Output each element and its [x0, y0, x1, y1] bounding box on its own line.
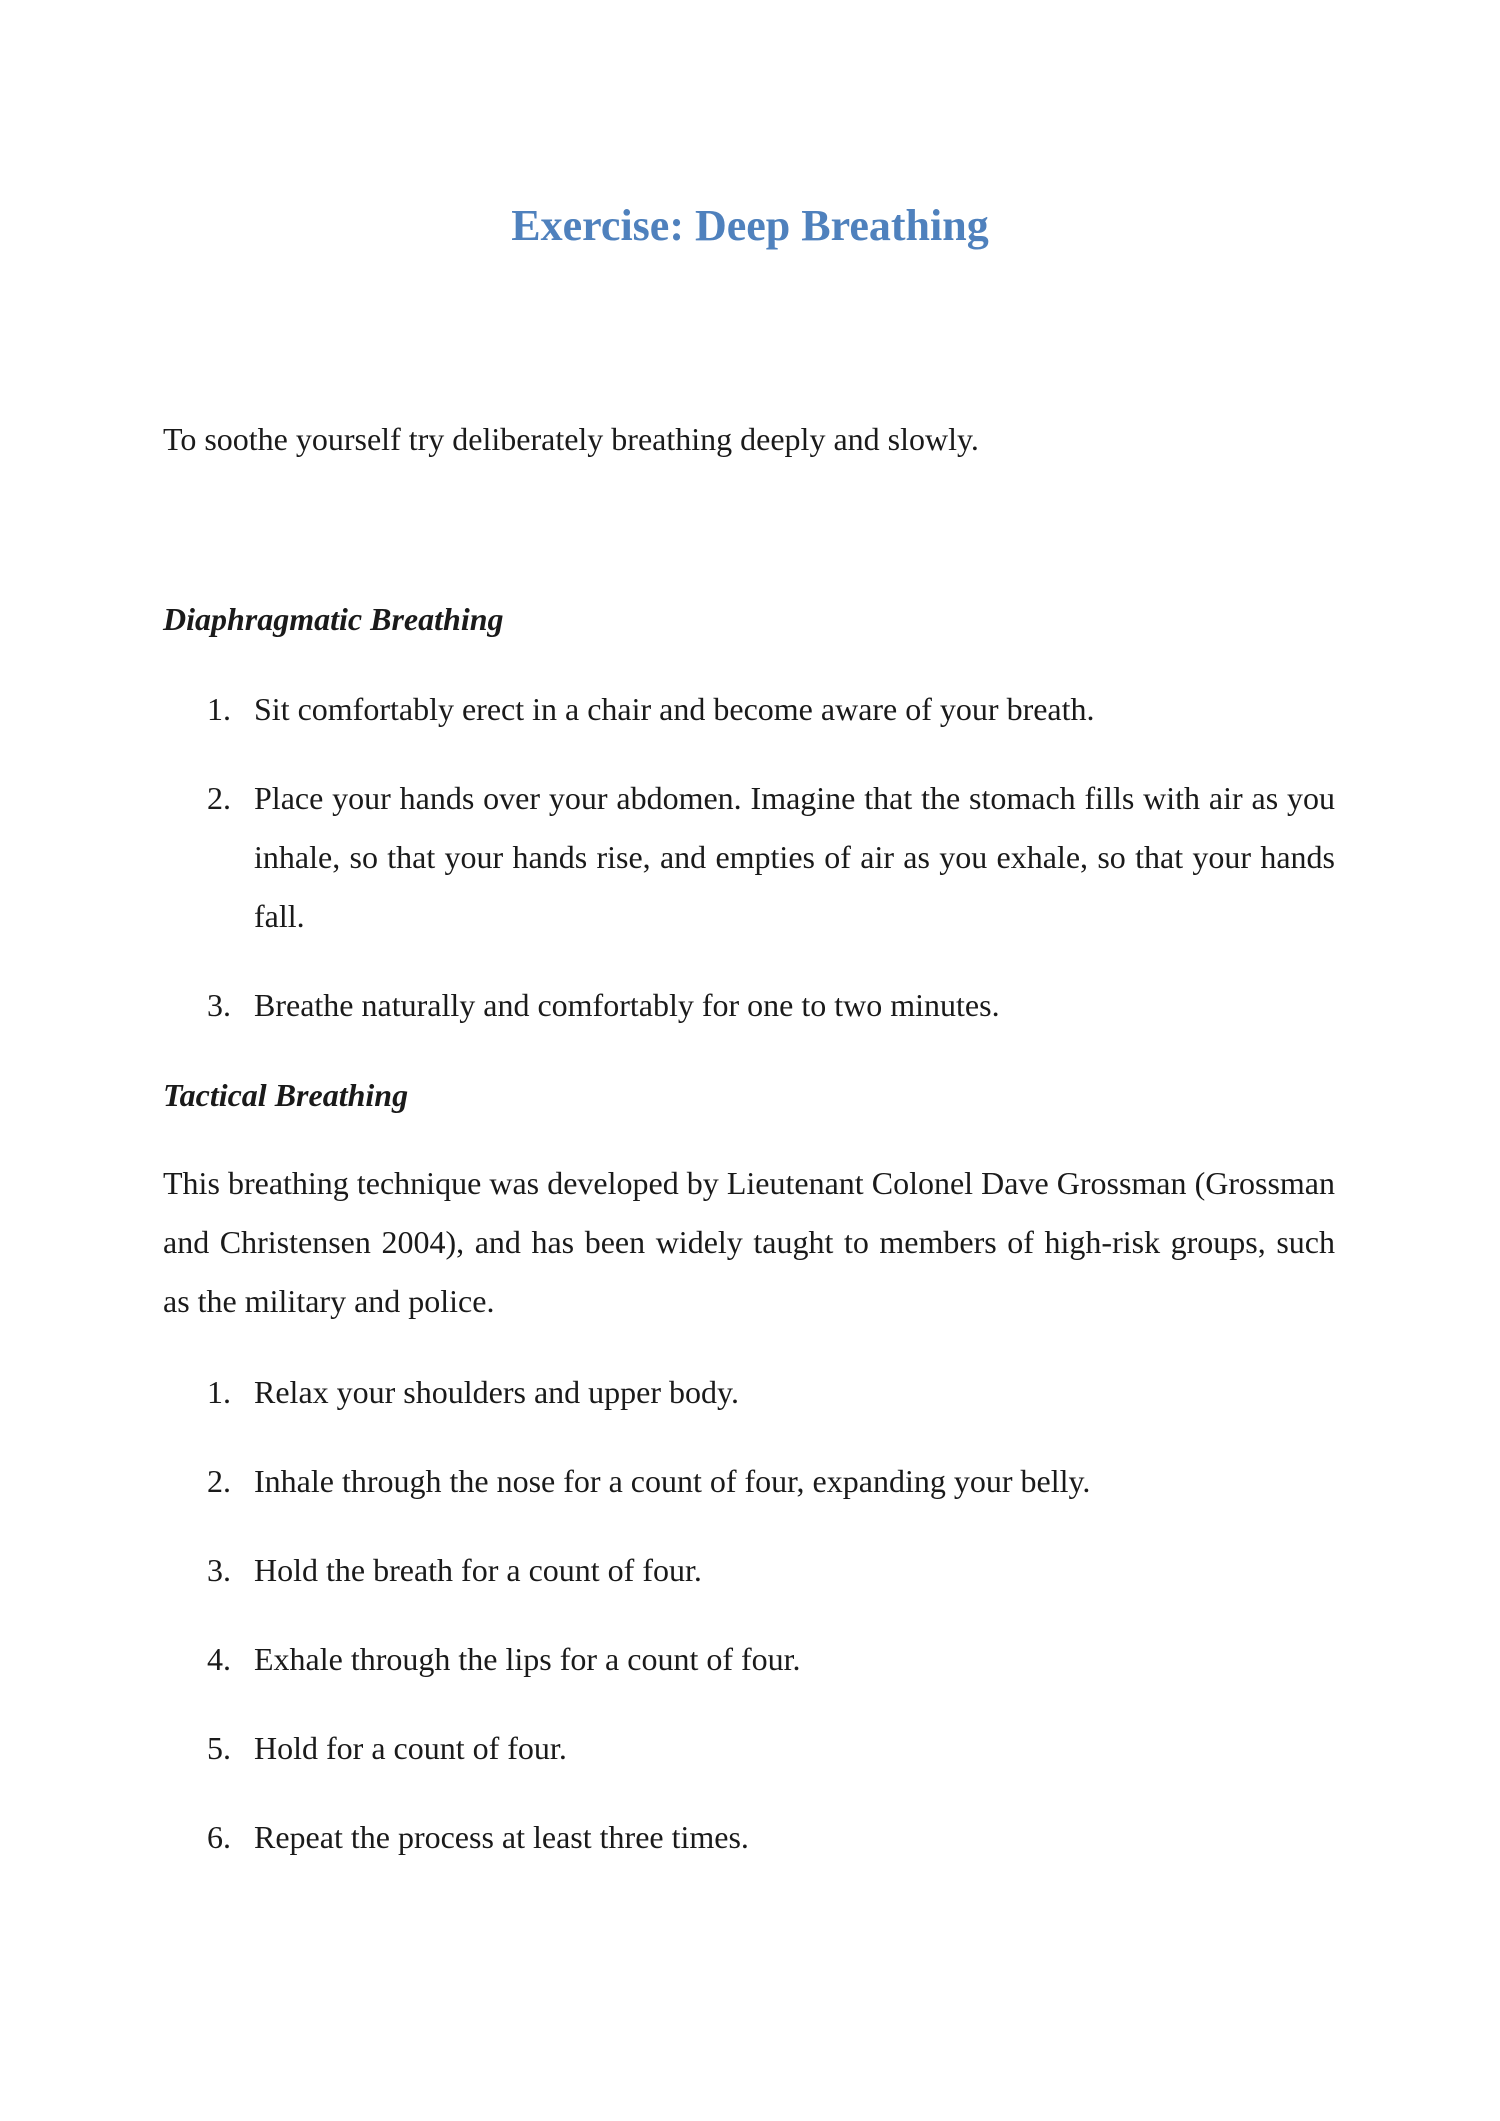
list-item-number: 2. [207, 1463, 231, 1499]
list-item-number: 4. [207, 1641, 231, 1677]
tactical-intro-paragraph: This breathing technique was developed by Lieutenant Colonel Dave Grossman (Grossman and Christensen 2004), and has been widely taught to members of high-risk groups, such as the military and police. [163, 1165, 1335, 1319]
list-item-text: Breathe naturally and comfortably for one to two minutes. [254, 987, 1000, 1023]
section-heading-diaphragmatic: Diaphragmatic Breathing [163, 601, 504, 637]
section-heading-tactical: Tactical Breathing [163, 1077, 409, 1113]
list-item [0, 680, 1335, 739]
list-item-number: 3. [207, 987, 231, 1023]
tactical-steps-list [0, 1363, 1335, 1897]
list-item-text: Repeat the process at least three times. [254, 1819, 749, 1855]
list-item [0, 1719, 1335, 1778]
list-item [0, 1452, 1335, 1511]
list-item-text: Hold the breath for a count of four. [254, 1552, 702, 1588]
list-item-text: Exhale through the lips for a count of four. [254, 1641, 801, 1677]
diaphragmatic-steps-list [0, 680, 1335, 1065]
list-item-text: Sit comfortably erect in a chair and become aware of your breath. [254, 691, 1095, 727]
list-item [0, 1808, 1335, 1867]
list-item [0, 1363, 1335, 1422]
page-title: Exercise: Deep Breathing [511, 201, 989, 250]
list-item-text: Inhale through the nose for a count of four, expanding your belly. [254, 1463, 1091, 1499]
intro-paragraph: To soothe yourself try deliberately breathing deeply and slowly. [163, 421, 979, 457]
list-item-text: Hold for a count of four. [254, 1730, 567, 1766]
list-item [0, 1630, 1335, 1689]
list-item [0, 769, 1335, 946]
list-item-number: 1. [207, 691, 231, 727]
list-item-number: 6. [207, 1819, 231, 1855]
list-item-number: 3. [207, 1552, 231, 1588]
list-item [0, 1541, 1335, 1600]
list-item-number: 1. [207, 1374, 231, 1410]
list-item-text: Relax your shoulders and upper body. [254, 1374, 739, 1410]
list-item-number: 5. [207, 1730, 231, 1766]
list-item [0, 976, 1335, 1035]
list-item-number: 2. [207, 780, 231, 816]
list-item-text: Place your hands over your abdomen. Imagine that the stomach fills with air as you inhale, so that your hands rise, and empties of air as you exhale, so that your hands fall. [254, 780, 1335, 934]
